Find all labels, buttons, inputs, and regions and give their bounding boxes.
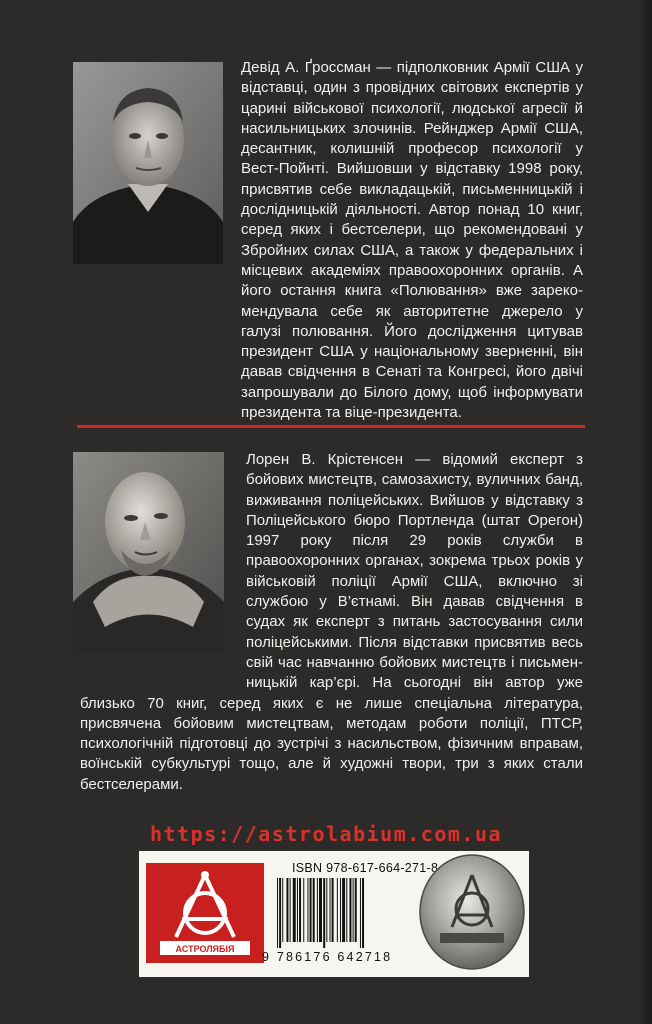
barcode-bar [277,878,278,948]
red-divider-line [77,425,585,428]
hologram-sticker [418,853,526,971]
publisher-website-link[interactable]: https://astrolabium.com.ua [149,822,503,846]
barcode-bar [297,878,298,942]
barcode-bar [310,878,312,942]
barcode-digits: 9 786176 642718 [262,950,393,964]
barcode-bar [355,878,357,942]
barcode-bar [303,878,304,942]
barcode-bar [290,878,291,942]
barcode-bar [293,878,296,942]
bio-text: Девід А. Ґроссман — підполковник Армії США у відставці, один з провідних світових експертів у царині військової психології, людської агресії й насильницьких злочинів. Рейнджер Армії США, десантник, колишній професор психології у Вест-Пойнті. Вийшовши у відставку 1998 року, присвятив себе викладацькій, письменницькій і дослідницькій діяльності. Автор понад 10 книг, серед яких і бестселери, що рекомендовані у Збройних силах США, а також у федеральних і місцевих академіях правоохоронних органів. А його остання книга «Полювання» вже зарекомендувала себе як авторитетне джерело у галузі полювання. Його дослідження цитував президент США у національному зверненні, він давав свідчення в Сенаті та Конгресі, його двічі запрошували до Білого дому, щоб інформувати президента та віце-президента. [241,59,583,422]
barcode-bar [307,878,308,942]
publisher-name: АСТРОЛЯБІЯ [175,944,235,954]
barcode-bar [330,878,331,942]
publisher-logo [146,863,264,963]
barcode-bar [286,878,288,942]
barcode-bar [362,878,364,948]
bio-text: Лорен В. Крістенсен — відомий експерт з бойових мистецтв, самозахисту, вуличних банд, виживання поліцейських. Вийшов у відставку з Поліцейського бюро Портленда (штат Орегон) 1997 року після 29 років служби в правоохоронних органах, зокрема трьох років у військовій поліції Армії США, включно зі службою у В’єтнамі. Він давав свідчення в судах як експерт з питань застосування сили поліцейськими. Після відставки присвятив весь свій час навчанню бойових мистецтв і письменницькій кар’єрі. На сьогодні він автор уже близько 70 книг, серед яких є не лише спеціальна література, присвячена бойовим мистецтвам, методам роботи поліції, ПТСР, психологічній підготовці до зустрічі з насильством, фізичним вправам, воїнській субкультурі тощо, але й художні твори, три з яких стали бестселерами. [80,451,583,793]
barcode-bar [353,878,354,942]
photo-float-spacer [80,450,246,678]
author-photo-grossman [73,62,223,264]
barcode-bar [323,878,325,948]
barcode-bar [342,878,345,942]
barcode-bar [313,878,315,942]
barcode-bar [349,878,351,942]
cover-spine-edge [638,0,652,1024]
barcode-bar [317,878,318,942]
author-bio-grossman [241,58,583,423]
barcode-bar [340,878,341,942]
barcode-bar [319,878,322,942]
barcode-bar [337,878,338,942]
barcode-bar [279,878,281,948]
barcode-bar [360,878,361,948]
barcode-bar [326,878,327,942]
isbn-barcode [275,878,423,948]
barcode-bar [299,878,301,942]
barcode-bar [332,878,334,942]
barcode-bar [282,878,283,942]
barcode-bar [346,878,347,942]
isbn-label: ISBN 978-617-664-271-8 [292,861,439,875]
author-bio-christensen [80,450,583,795]
